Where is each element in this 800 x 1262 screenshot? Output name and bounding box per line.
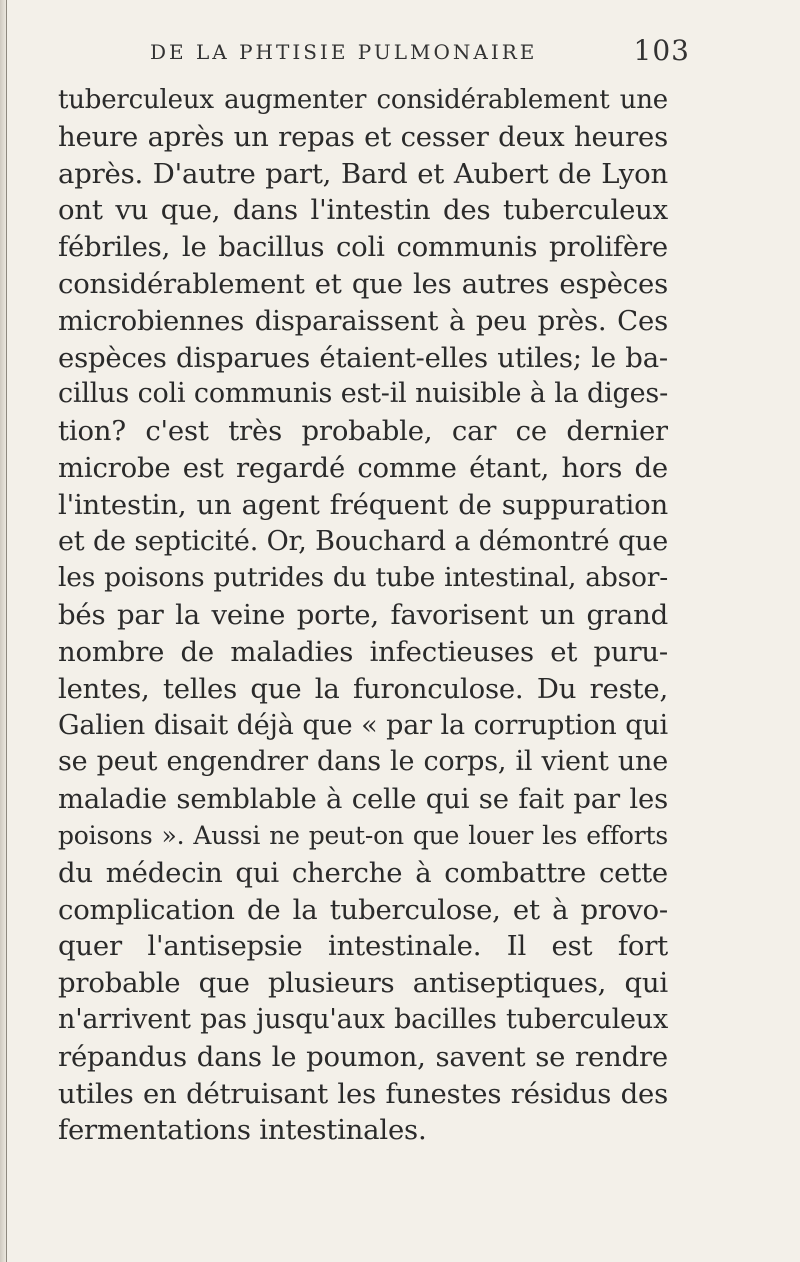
text-line: lentes, telles que la furonculose. Du reste, xyxy=(58,672,668,705)
text-line: microbiennes disparaissent à peu près. Ces xyxy=(58,304,668,337)
page-binding-line xyxy=(6,0,7,1262)
text-line: espèces disparues étaient-elles utiles; le ba- xyxy=(58,341,668,374)
text-line: poisons ». Aussi ne peut-on que louer les efforts xyxy=(58,820,668,850)
text-line: Galien disait déjà que « par la corruption qui xyxy=(58,709,668,741)
text-line: complication de la tuberculose, et à provo- xyxy=(58,893,668,926)
text-line: tuberculeux augmenter considérablement une xyxy=(58,85,668,115)
text-line: ont vu que, dans l'intestin des tuberculeux xyxy=(58,194,668,227)
text-line: cillus coli communis est-il nuisible à la diges- xyxy=(58,378,668,410)
text-line: quer l'antisepsie intestinale. Il est fort xyxy=(58,930,668,963)
body-text xyxy=(58,82,668,1149)
text-line: répandus dans le poumon, savent se rendre xyxy=(58,1040,668,1073)
text-line: heure après un repas et cesser deux heures xyxy=(58,120,668,153)
text-line: fébriles, le bacillus coli communis prolifère xyxy=(58,231,668,264)
text-line: fermentations intestinales. xyxy=(58,1114,427,1147)
text-line: se peut engendrer dans le corps, il vient une xyxy=(58,746,668,778)
text-line: tion? c'est très probable, car ce dernier xyxy=(58,415,668,448)
text-line: utiles en détruisant les funestes résidus des xyxy=(58,1077,668,1110)
text-line: nombre de maladies infectieuses et puru- xyxy=(58,635,668,668)
text-line: microbe est regardé comme étant, hors de xyxy=(58,451,668,484)
text-line: n'arrivent pas jusqu'aux bacilles tuberculeux xyxy=(58,1003,668,1035)
page-number: 103 xyxy=(633,34,690,67)
text-line: maladie semblable à celle qui se fait par les xyxy=(58,783,668,816)
text-line: bés par la veine porte, favorisent un grand xyxy=(58,599,668,632)
text-line: et de septicité. Or, Bouchard a démontré que xyxy=(58,525,668,557)
text-line: du médecin qui cherche à combattre cette xyxy=(58,856,668,889)
text-line: les poisons putrides du tube intestinal, absor- xyxy=(58,562,668,594)
running-title: DE LA PHTISIE PULMONAIRE xyxy=(150,40,538,64)
text-line: après. D'autre part, Bard et Aubert de Lyon xyxy=(58,157,668,190)
text-line: probable que plusieurs antiseptiques, qui xyxy=(58,967,668,1000)
text-line: considérablement et que les autres espèces xyxy=(58,267,668,300)
text-line: l'intestin, un agent fréquent de suppuration xyxy=(58,488,668,521)
